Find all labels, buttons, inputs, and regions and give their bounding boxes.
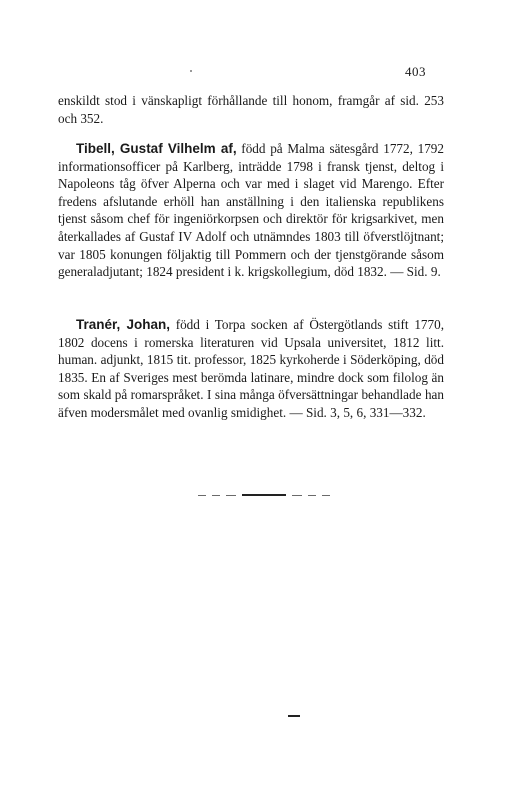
- section-divider-ornament: [198, 494, 332, 498]
- page-number: 403: [405, 64, 426, 79]
- entry-name-traner: Tranér, Johan,: [76, 317, 170, 332]
- stray-dot-mark: [190, 70, 192, 72]
- entry-text-traner: född i Torpa socken af Östergötlands stift 1770, 1802 docens i romerska literaturen vid Upsala universitet, 1812 litt. human. adjunkt, 1815 tit. professor, 1825 kyrkoherde i Söderköping, död 1835. En af Sveriges mest berömda latinare, mindre dock som filolog än som skald på romarspråket. I sina många öfversättningar behandlade han äfven modersmålet med ovanlig smidighet. — Sid. 3, 5, 6, 331—332.: [58, 317, 444, 420]
- entry-tibell: [58, 140, 444, 281]
- entry-text-tibell: född på Malma sätesgård 1772, 1792 informationsofficer på Karlberg, inträdde 1798 i fransk tjenst, deltog i Napoleons tåg öfver Alperna och var med i slaget vid Marengo. Efter fredens afslutande erhöll han anställning i den italienska republikens tjenst såsom chef för ingeniörkorpsen och direktör för krigsarkivet, men återkallades af Gustaf IV Adolf och utnämndes 1803 till öfverstlöjtnant; var 1805 konungen följaktig till Pommern och der tjenstgörande såsom generaladjutant; 1824 president i k. krigskollegium, död 1832. — Sid. 9.: [58, 141, 444, 280]
- continuation-paragraph: [58, 92, 444, 127]
- continuation-text: enskildt stod i vänskapligt förhållande till honom, framgår af sid. 253 och 352.: [58, 93, 444, 126]
- entry-traner: [58, 316, 444, 422]
- entry-name-tibell: Tibell, Gustaf Vilhelm af,: [76, 141, 237, 156]
- bottom-dash-mark: [288, 715, 300, 717]
